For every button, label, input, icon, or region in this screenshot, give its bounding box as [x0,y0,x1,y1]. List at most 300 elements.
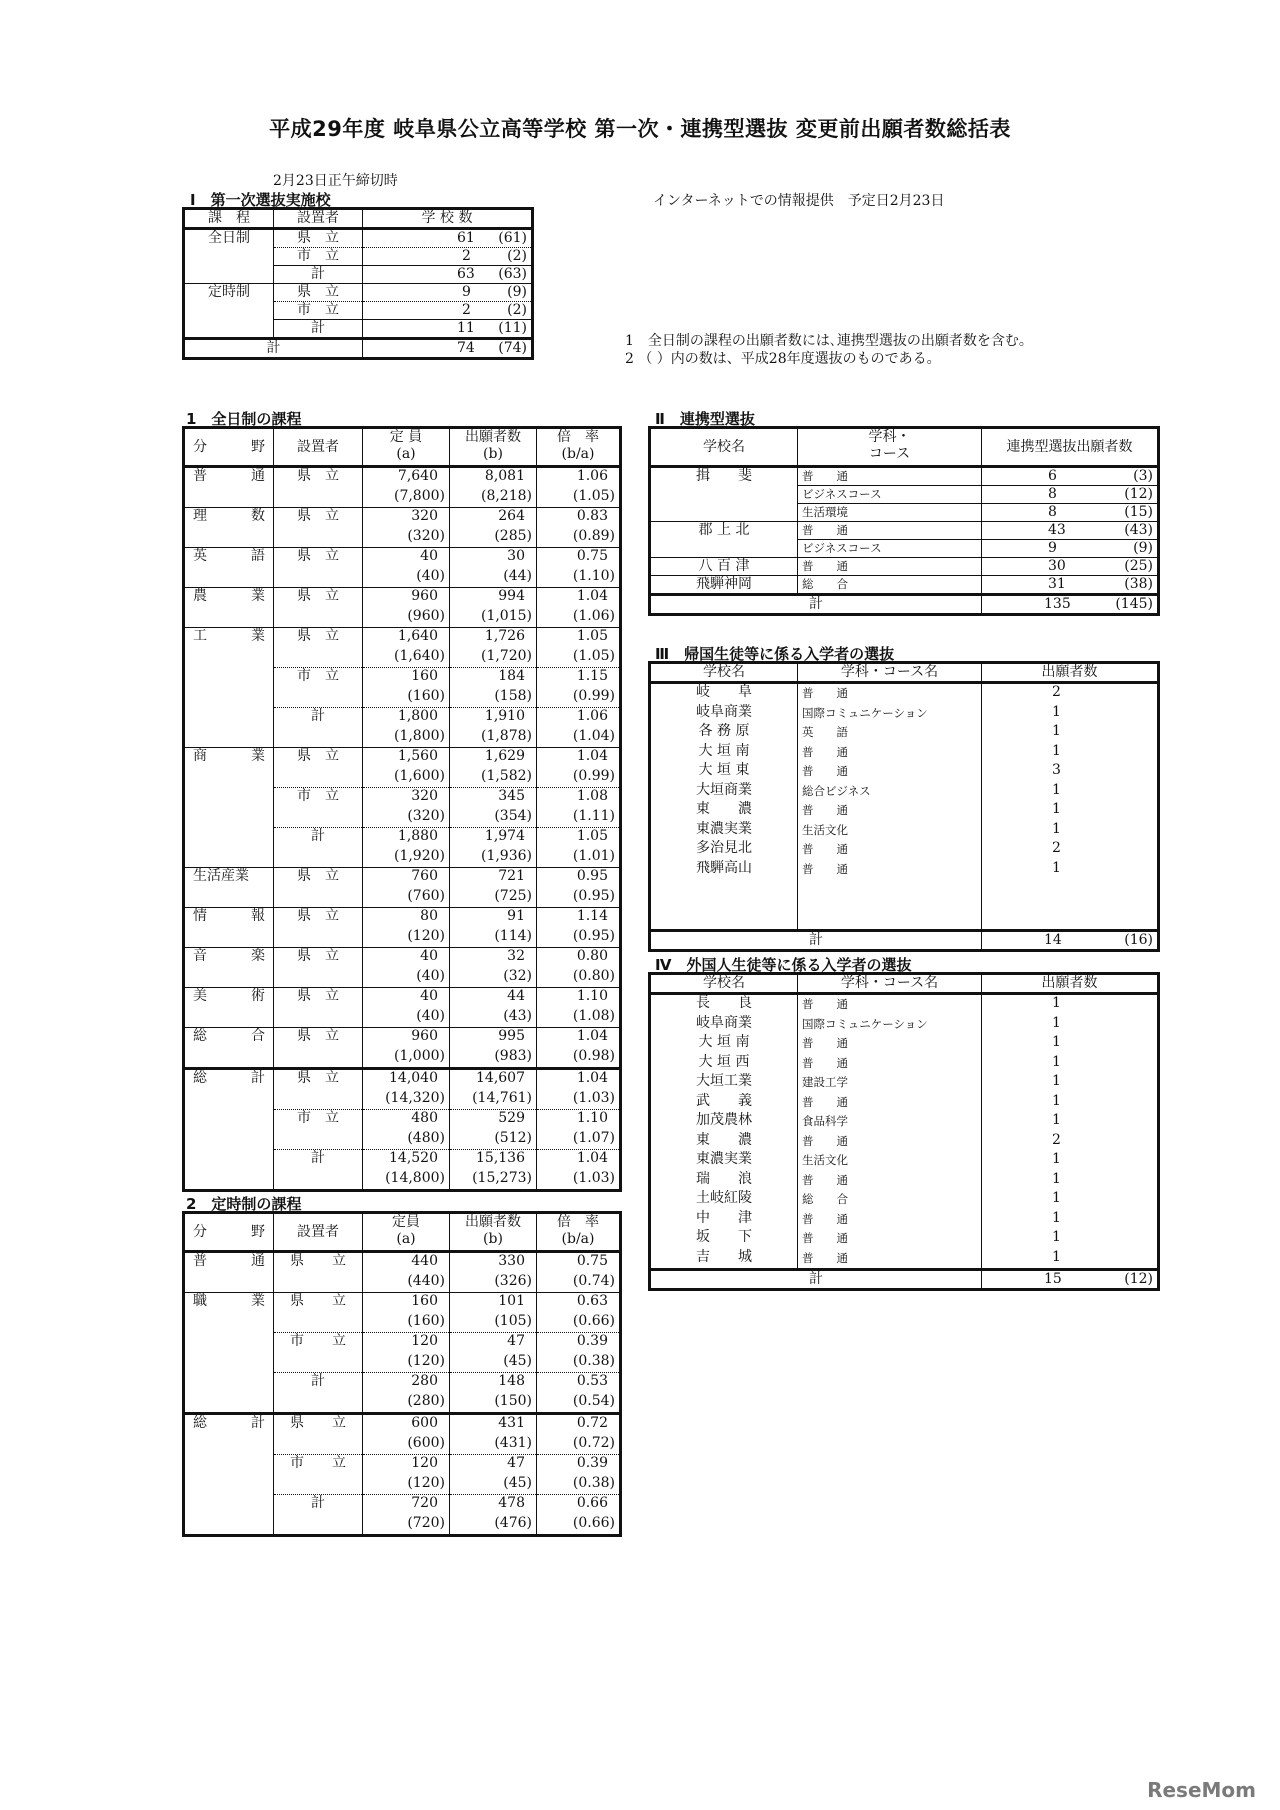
total-label: 計 [650,595,982,615]
foreign-heading: Ⅳ 外国人生徒等に係る入学者の選抜 [655,956,912,974]
applicants-cell [450,1293,537,1333]
field-label: 情 [193,908,207,924]
count-cell: 9 [462,284,471,300]
rate-cell-previous: (0.95) [572,887,615,904]
count-cell [982,558,1159,576]
rate-cell-current: 1.05 [576,828,608,844]
rate-cell-current: 1.15 [576,668,608,684]
capacity-cell-current: 7,640 [397,468,438,484]
applicants-cell [450,1333,537,1373]
rate-cell-current: 0.39 [576,1455,608,1471]
applicants-cell-current: 345 [498,788,525,804]
applicants-cell-current: 478 [498,1495,525,1511]
applicants-cell-current: 995 [498,1028,525,1044]
rate-cell-current: 1.04 [576,1150,608,1166]
rate-cell-previous: (1.06) [572,607,615,624]
count-current: 8 [1048,486,1057,502]
fulltime-heading: 1 全日制の課程 [186,410,302,428]
founder-cell: 計 [274,1495,363,1536]
applicants-cell-previous: (105) [494,1312,532,1329]
field-cell [184,1293,274,1414]
applicants-cell-current: 44 [507,988,525,1004]
table-row [184,748,621,788]
capacity-cell-current: 320 [411,788,438,804]
school-name: 瑞 浪 [696,1170,752,1187]
capacity-cell [363,788,450,828]
field-cell [184,628,274,748]
table-row [184,1252,621,1293]
total-count: 15 [1044,1271,1062,1287]
school-name: 大 垣 東 [698,762,750,778]
rate-cell-previous: (1.03) [572,1089,615,1106]
founder-cell: 計 [274,1373,363,1414]
capacity-cell [363,1028,450,1069]
rate-cell [537,508,621,548]
note-1: 1 全日制の課程の出願者数には､連携型選抜の出願者数を含む。 [625,333,1033,349]
header-field-1: 分 [193,439,207,455]
course-name: 建設工学 [802,1075,848,1089]
count-current: 9 [1048,540,1057,556]
course-name: 総合ビジネス [802,783,871,798]
applicants-cell-current: 91 [507,908,525,924]
applicants-cell [450,1455,537,1495]
rate-cell [537,548,621,588]
field-label-2: 計 [251,1415,265,1431]
founder-cell: 市 立 [274,1110,363,1150]
school-name: 中 津 [696,1209,752,1226]
rate-cell [537,467,621,508]
capacity-cell-current: 40 [420,948,438,964]
rate-cell-current: 0.63 [576,1293,608,1309]
header-founder: 設置者 [274,428,363,467]
applicants-cell [450,548,537,588]
header-founder: 設置者 [274,1213,363,1252]
founder-cell: 計 [274,320,363,339]
school-name: 東 濃 [696,801,752,817]
rate-cell-current: 1.10 [576,1110,608,1126]
table-row [184,284,533,302]
applicants-cell [450,668,537,708]
applicant-count: 1 [1052,742,1061,759]
header-applicants: 出願者数 [465,1214,521,1230]
school-name: 東 濃 [696,1131,752,1148]
rate-cell-previous: (0.99) [572,687,615,704]
rate-cell-previous: (1.03) [572,1169,615,1186]
rate-cell-current: 1.06 [576,708,608,724]
field-label-2: 通 [251,1253,265,1269]
header-applicants: 出願者数 [465,429,521,445]
table-row [184,1293,621,1333]
count-cell [982,522,1159,540]
rate-cell-current: 1.04 [576,748,608,764]
rate-cell-previous: (0.72) [572,1434,615,1451]
capacity-cell-current: 1,640 [397,628,438,644]
total-label: 計 [650,1270,982,1290]
rate-cell-previous: (0.38) [572,1352,615,1369]
rate-cell-current: 0.53 [576,1373,608,1389]
header-capacity-sub: (a) [396,446,416,462]
prev-cell: (63) [498,266,527,282]
rate-cell [537,1069,621,1110]
capacity-cell [363,588,450,628]
applicants-cell-previous: (431) [494,1434,532,1451]
total-label: 計 [184,339,363,359]
capacity-cell-previous: (160) [407,687,445,704]
course-name: 食品科学 [802,1114,848,1128]
header-capacity: 定 員 [389,429,423,445]
capacity-cell [363,1414,450,1455]
field-label: 美 [193,988,207,1004]
school-list [650,683,798,931]
rate-cell [537,1495,621,1536]
parttime-heading: 2 定時制の課程 [186,1195,302,1213]
rate-cell-current: 1.04 [576,1070,608,1086]
rate-cell-previous: (0.89) [572,527,615,544]
applicant-count: 2 [1052,1131,1061,1148]
field-label-2: 業 [251,588,265,604]
field-label: 工 [193,628,207,644]
applicant-count: 1 [1052,1151,1061,1167]
applicant-count: 1 [1052,1209,1061,1226]
count-cell: 63 [457,266,475,282]
capacity-cell [363,1110,450,1150]
course-name: 国際コミュニケーション [802,705,928,720]
course-name: 普 通 [802,1055,848,1070]
table-row [650,522,1159,540]
course-name: 普 通 [802,1172,848,1187]
prev-cell: (61) [498,230,527,246]
course-name: 普 通 [802,997,848,1011]
capacity-cell-previous: (760) [407,887,445,904]
rate-cell-previous: (0.38) [572,1474,615,1491]
rate-cell-current: 1.08 [576,788,608,804]
table-row [184,548,621,588]
count-previous: (12) [1124,486,1153,502]
school-name: 岐阜商業 [696,1014,752,1031]
course-cell: 普 通 [798,467,982,486]
school-list [650,994,798,1270]
capacity-cell [363,868,450,908]
course-name: 普 通 [802,803,848,817]
founder-cell: 市 立 [274,302,363,320]
rate-cell-current: 0.75 [576,1253,608,1269]
applicants-cell-current: 30 [507,548,525,564]
count-current: 30 [1048,558,1066,574]
internet-notice: インターネットでの情報提供 予定日2月23日 [653,193,945,209]
capacity-cell-previous: (40) [416,1007,445,1024]
rate-cell [537,1028,621,1069]
course-cell: 全日制 [184,229,274,284]
header-field-2: 野 [251,1224,265,1240]
applicant-count: 1 [1052,820,1061,837]
rate-cell-current: 0.75 [576,548,608,564]
table-row [650,467,1159,486]
capacity-cell-current: 160 [411,1293,438,1309]
capacity-cell-current: 40 [420,548,438,564]
capacity-cell-previous: (280) [407,1392,445,1409]
capacity-cell-current: 720 [411,1495,438,1511]
rate-cell [537,708,621,748]
rate-cell-current: 0.72 [576,1415,608,1431]
count-cell [982,576,1159,595]
total-count: 14 [1044,932,1062,948]
field-label: 農 [193,588,207,604]
founder-cell: 県 立 [274,988,363,1028]
course-cell: ビジネスコース [798,540,982,558]
count-current: 31 [1048,576,1066,592]
capacity-cell-current: 120 [411,1455,438,1471]
capacity-cell-previous: (14,800) [385,1169,445,1186]
applicants-cell [450,588,537,628]
applicants-cell [450,1252,537,1293]
course-cell: 生活環境 [798,504,982,522]
field-label: 英 [193,548,207,564]
capacity-cell [363,988,450,1028]
capacity-cell [363,1333,450,1373]
school-cell: 郡 上 北 [650,522,798,558]
course-name: 普 通 [802,744,848,759]
capacity-cell [363,948,450,988]
renkei-table-wrap [648,426,1160,616]
rate-cell [537,1110,621,1150]
rate-cell-previous: (1.07) [572,1129,615,1146]
capacity-cell-previous: (1,640) [393,647,445,664]
capacity-cell-previous: (960) [407,607,445,624]
capacity-cell-previous: (600) [407,1434,445,1451]
applicants-cell [450,748,537,788]
founder-cell: 県 立 [274,1252,363,1293]
founder-cell: 市 立 [274,1455,363,1495]
rate-cell-previous: (0.66) [572,1514,615,1531]
rate-cell-current: 0.66 [576,1495,608,1511]
applicants-cell [450,1495,537,1536]
founder-cell: 県 立 [274,628,363,668]
school-name: 吉 城 [696,1248,752,1265]
capacity-cell-previous: (1,920) [393,847,445,864]
foreign-table-wrap [648,972,1160,1291]
applicants-cell-previous: (150) [494,1392,532,1409]
capacity-cell-current: 1,800 [397,708,438,724]
field-label: 商 [193,748,207,764]
applicants-cell-previous: (15,273) [472,1169,532,1186]
table-row [184,988,621,1028]
course-name: 普 通 [802,1133,848,1148]
founder-cell: 計 [274,708,363,748]
rate-cell-previous: (0.95) [572,927,615,944]
course-list [798,994,982,1270]
count-cell [982,467,1159,486]
count-current: 8 [1048,504,1057,520]
count-cell [982,504,1159,522]
capacity-cell-current: 14,040 [389,1070,438,1086]
school-name: 大 垣 西 [698,1053,750,1070]
applicants-cell-previous: (1,936) [480,847,532,864]
rate-cell-previous: (0.66) [572,1312,615,1329]
table-row [184,948,621,988]
school-name: 大垣商業 [696,781,752,798]
rate-cell-previous: (1.11) [572,807,615,824]
count-cell: 61 [457,230,475,246]
applicant-count: 2 [1052,840,1061,856]
founder-cell: 県 立 [274,1293,363,1333]
capacity-cell-current: 120 [411,1333,438,1349]
applicants-cell-previous: (983) [494,1047,532,1064]
count-cell [982,540,1159,558]
applicants-cell-previous: (45) [503,1352,532,1369]
field-label-2: 合 [251,1028,265,1044]
field-label: 総 [193,1070,207,1086]
capacity-cell-current: 600 [411,1415,438,1431]
applicants-cell-current: 264 [498,508,525,524]
rate-cell [537,588,621,628]
capacity-cell-current: 960 [411,588,438,604]
capacity-cell-previous: (40) [416,567,445,584]
applicants-cell-previous: (14,761) [472,1089,532,1106]
total-prev: (145) [1115,596,1153,612]
capacity-cell [363,1069,450,1110]
capacity-cell-previous: (720) [407,1514,445,1531]
field-label-2: 報 [251,908,265,924]
applicants-cell [450,828,537,868]
founder-cell: 県 立 [274,868,363,908]
section-1-table-wrap [182,207,534,360]
count-previous: (25) [1124,558,1153,574]
course-name: 普 通 [802,1231,848,1245]
school-name: 土岐紅陵 [696,1190,752,1206]
header-renkei-count: 連携型選抜出願者数 [982,428,1159,467]
school-name: 加茂農林 [696,1112,752,1128]
rate-cell [537,948,621,988]
capacity-cell [363,908,450,948]
resemom-logo: ReseMom [1147,1778,1256,1802]
capacity-cell [363,1293,450,1333]
capacity-cell-current: 1,880 [397,828,438,844]
capacity-cell-current: 80 [420,908,438,924]
foreign-body [650,994,1159,1270]
applicants-cell [450,1069,537,1110]
rate-cell-current: 1.14 [576,908,608,924]
applicants-cell-previous: (1,582) [480,767,532,784]
capacity-cell [363,668,450,708]
applicants-cell [450,1150,537,1191]
field-label: 普 [193,468,207,484]
school-name: 長 良 [696,995,752,1011]
rate-cell [537,868,621,908]
header-field-1: 分 [193,1224,207,1240]
capacity-cell-current: 960 [411,1028,438,1044]
rate-cell-previous: (0.54) [572,1392,615,1409]
applicants-cell [450,988,537,1028]
table-row [650,558,1159,576]
rate-cell-previous: (0.74) [572,1272,615,1289]
header-course: 学科・コース名 [798,974,982,994]
field-label: 音 [193,948,207,964]
school-cell: 八 百 津 [650,558,798,576]
school-name: 武 義 [696,1092,752,1109]
total-row [650,1270,1159,1290]
applicant-count: 1 [1052,1229,1061,1245]
prev-cell: (11) [498,320,527,336]
header-count: 出願者数 [982,663,1159,683]
header-rate: 倍 率 [557,429,599,445]
table-row [184,628,621,668]
course-name: 普 通 [802,1036,848,1050]
rate-cell [537,748,621,788]
returnees-body [650,683,1159,931]
founder-cell: 県 立 [274,508,363,548]
capacity-cell [363,628,450,668]
header-rate: 倍 率 [557,1214,599,1230]
founder-cell: 計 [274,266,363,284]
capacity-cell-previous: (320) [407,527,445,544]
applicants-cell [450,788,537,828]
field-cell [184,1028,274,1069]
total-count: 74 [457,340,475,356]
field-cell [184,1414,274,1536]
table-row [184,1028,621,1069]
course-name: 普 通 [802,1211,848,1226]
deadline-note: 2月23日正午締切時 [273,173,398,189]
course-cell: 定時制 [184,284,274,339]
capacity-cell-previous: (480) [407,1129,445,1146]
field-cell [184,868,274,908]
prev-cell: (2) [507,302,527,318]
capacity-cell [363,708,450,748]
founder-cell: 県 立 [274,548,363,588]
prev-cell: (2) [507,248,527,264]
field-label: 職 [193,1293,207,1309]
header-school: 学校名 [650,663,798,683]
applicants-cell-previous: (8,218) [480,487,532,504]
applicants-cell-current: 47 [507,1333,525,1349]
count-previous: (38) [1124,576,1153,592]
header-applicants-sub: (b) [483,446,503,462]
applicants-cell-current: 1,629 [484,748,525,764]
applicants-cell-current: 721 [498,868,525,884]
rate-cell-previous: (1.01) [572,847,615,864]
applicant-count: 1 [1052,1170,1061,1187]
founder-cell: 県 立 [274,229,363,248]
field-label-2: 数 [251,508,265,524]
applicants-cell-current: 431 [498,1415,525,1431]
total-count: 135 [1044,596,1071,612]
field-label: 総 [193,1415,207,1431]
applicants-cell-current: 15,136 [476,1150,525,1166]
school-cell: 揖 斐 [650,467,798,522]
applicants-cell-current: 994 [498,588,525,604]
applicants-cell-previous: (32) [503,967,532,984]
rate-cell-current: 0.39 [576,1333,608,1349]
applicants-cell-previous: (43) [503,1007,532,1024]
field-label-2: 業 [251,628,265,644]
founder-cell: 市 立 [274,788,363,828]
applicant-count: 1 [1052,1190,1061,1206]
returnees-table-wrap [648,661,1160,952]
capacity-cell-previous: (1,600) [393,767,445,784]
applicants-cell-current: 1,726 [484,628,525,644]
course-name: 生活文化 [802,822,848,837]
capacity-cell-current: 280 [411,1373,438,1389]
field-label-2: 術 [251,988,265,1004]
field-label-2: 楽 [251,948,265,964]
header-count: 学 校 数 [363,209,533,229]
rate-cell [537,1414,621,1455]
capacity-cell [363,1150,450,1191]
capacity-cell [363,1252,450,1293]
rate-cell-previous: (0.99) [572,767,615,784]
parttime-table [182,1211,622,1537]
capacity-cell-previous: (320) [407,807,445,824]
